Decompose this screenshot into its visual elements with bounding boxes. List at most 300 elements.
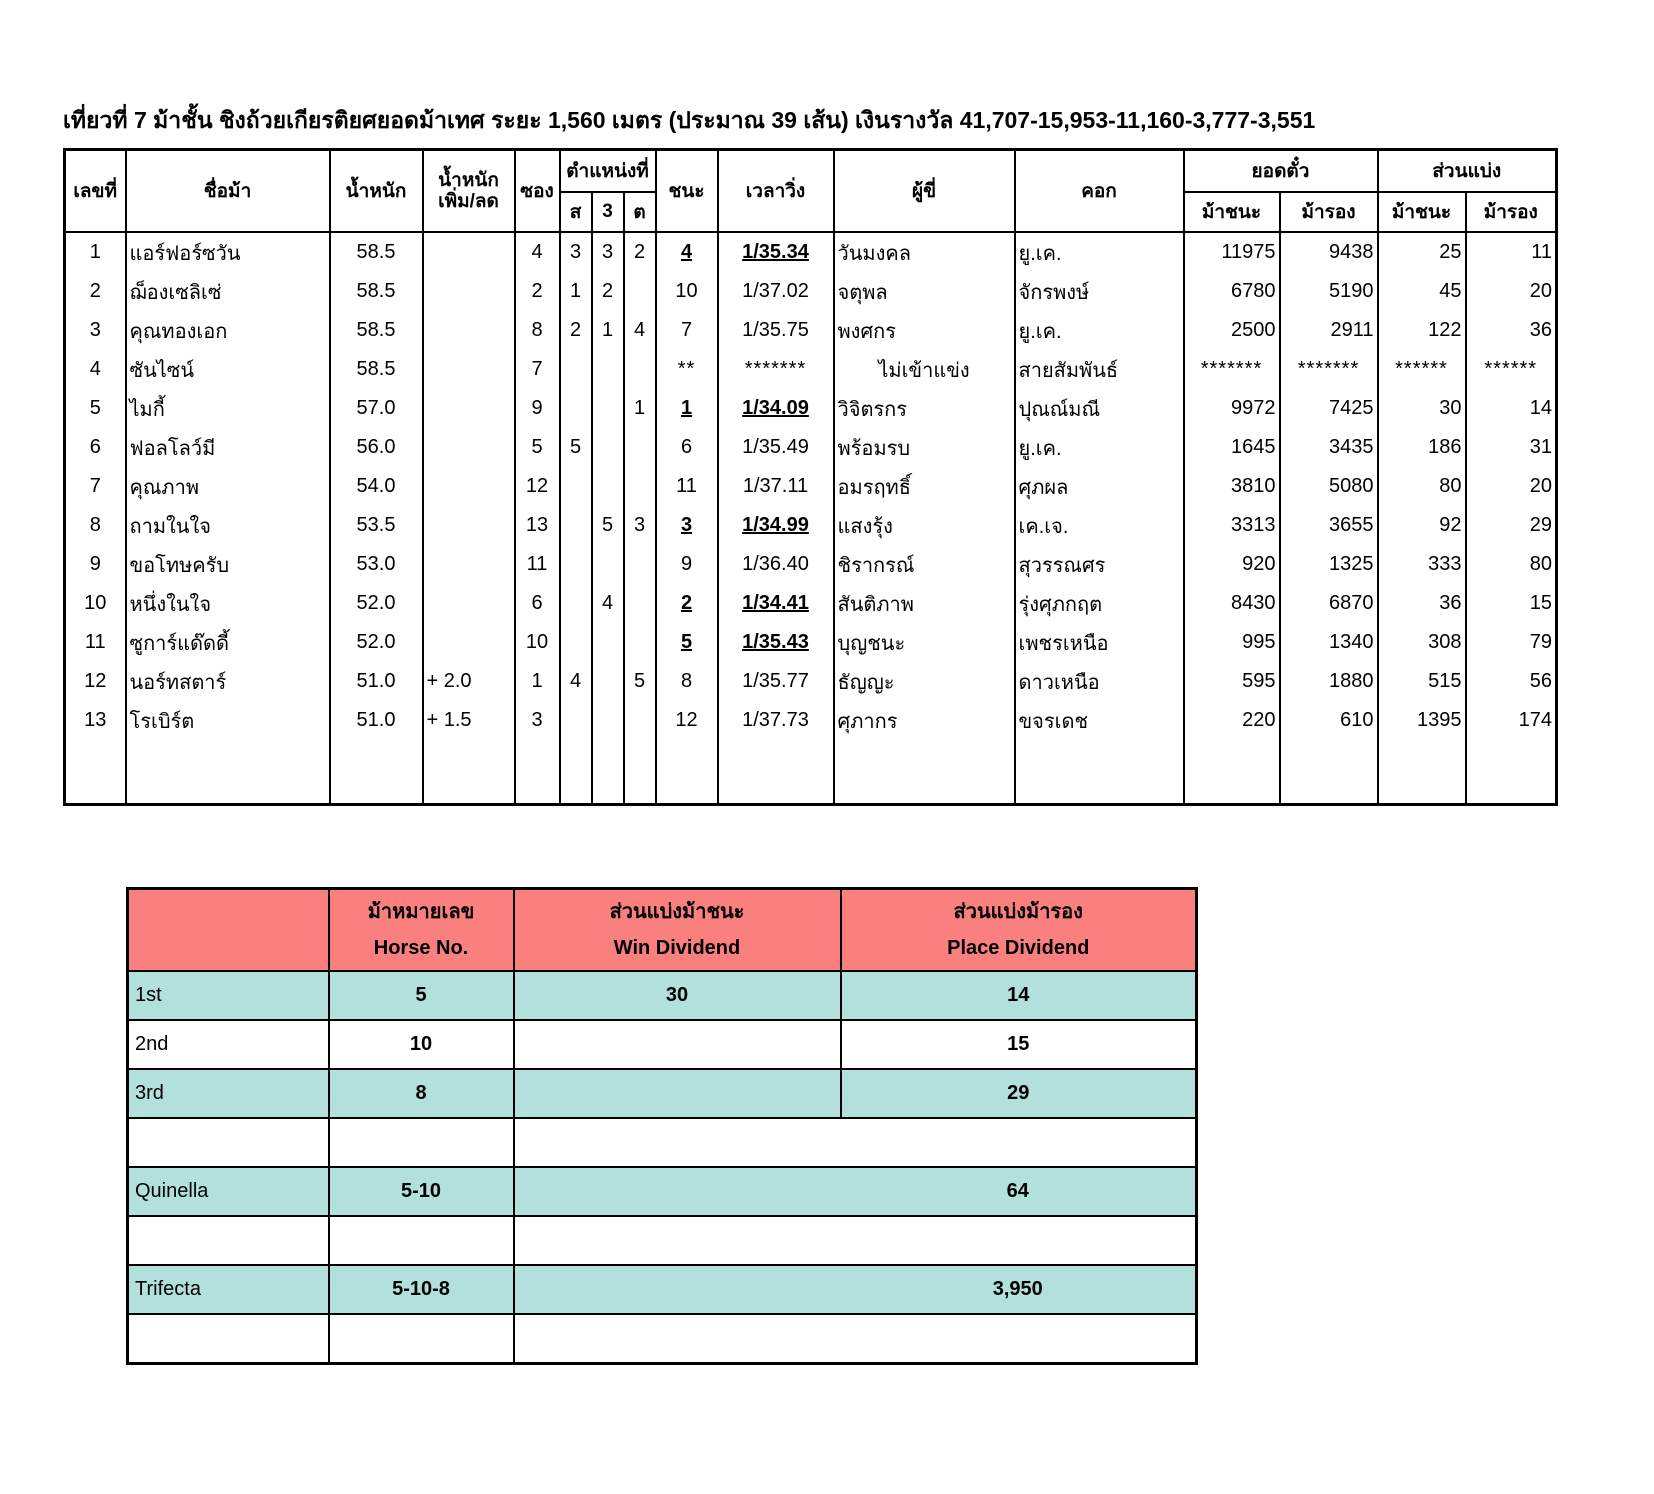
- cell-pos-3: [592, 389, 624, 428]
- cell-div-place: 80: [1466, 545, 1557, 584]
- cell-tickets-place: 1880: [1280, 662, 1378, 701]
- results-table-row: [65, 428, 1557, 467]
- cell-weight: 58.5: [330, 232, 423, 272]
- cell-tickets-win: 6780: [1184, 272, 1280, 311]
- cell-stable: ขจรเดช: [1015, 701, 1184, 740]
- cell-tickets-win: 3810: [1184, 467, 1280, 506]
- cell-finish: 1: [656, 389, 718, 428]
- cell-pos-t: 4: [624, 311, 656, 350]
- cell-div-place: 11: [1466, 232, 1557, 272]
- cell-empty: [624, 740, 656, 805]
- cell-no: 10: [65, 584, 126, 623]
- cell-time: 1/34.41: [718, 584, 834, 623]
- cell-jockey: ไม่เข้าแข่ง: [834, 350, 1015, 389]
- dividend-table-row: [128, 1314, 1197, 1364]
- results-table-row: [65, 623, 1557, 662]
- cell-jockey: บุญชนะ: [834, 623, 1015, 662]
- dividend-corner-cell: [128, 889, 329, 972]
- cell-div-place: 15: [1466, 584, 1557, 623]
- cell-empty: [560, 740, 592, 805]
- dividend-table-row: [128, 1216, 1197, 1265]
- cell-pos-3: 2: [592, 272, 624, 311]
- cell-tickets-win: 2500: [1184, 311, 1280, 350]
- cell-stable: จักรพงษ์: [1015, 272, 1184, 311]
- cell-dividend-win: [514, 1167, 841, 1216]
- cell-weight-change: [423, 545, 515, 584]
- dividend-header-win-en: Win Dividend: [613, 937, 741, 959]
- cell-pos-s: 5: [560, 428, 592, 467]
- cell-dividend-place: 29: [841, 1069, 1197, 1118]
- cell-dividend-win: [514, 1118, 841, 1167]
- cell-finish: 8: [656, 662, 718, 701]
- cell-gate: 1: [515, 662, 560, 701]
- cell-tickets-place: 7425: [1280, 389, 1378, 428]
- col-header-position-group: ตำแหน่งที่: [560, 150, 656, 193]
- results-table-filler-row: [65, 740, 1557, 805]
- cell-pos-3: [592, 350, 624, 389]
- results-table-row: [65, 584, 1557, 623]
- cell-time: 1/35.75: [718, 311, 834, 350]
- cell-jockey: ศุภากร: [834, 701, 1015, 740]
- col-header-pos-t: ต: [624, 192, 656, 232]
- cell-dividend-label: [128, 1118, 329, 1167]
- cell-time: *******: [718, 350, 834, 389]
- cell-empty: [515, 740, 560, 805]
- cell-horse-name: หนึ่งในใจ: [126, 584, 330, 623]
- cell-finish: 10: [656, 272, 718, 311]
- cell-dividend-label: 1st: [128, 971, 329, 1020]
- cell-dividend-win: [514, 1020, 841, 1069]
- cell-empty: [330, 740, 423, 805]
- cell-weight: 58.5: [330, 311, 423, 350]
- dividend-table: [126, 887, 1198, 1365]
- cell-div-win: 36: [1378, 584, 1466, 623]
- cell-gate: 10: [515, 623, 560, 662]
- cell-pos-3: [592, 701, 624, 740]
- cell-div-win: 515: [1378, 662, 1466, 701]
- cell-div-win: 186: [1378, 428, 1466, 467]
- cell-pos-3: 1: [592, 311, 624, 350]
- cell-tickets-win: *******: [1184, 350, 1280, 389]
- cell-horse-name: คุณทองเอก: [126, 311, 330, 350]
- col-header-pos-s: ส: [560, 192, 592, 232]
- dividend-table-row: [128, 1167, 1197, 1216]
- cell-pos-3: [592, 662, 624, 701]
- cell-gate: 8: [515, 311, 560, 350]
- cell-div-win: 45: [1378, 272, 1466, 311]
- col-header-tickets-group: ยอดตั๋ว: [1184, 150, 1378, 193]
- dividend-header-place: [841, 889, 1197, 972]
- cell-pos-t: [624, 428, 656, 467]
- cell-time: 1/37.02: [718, 272, 834, 311]
- cell-empty: [1280, 740, 1378, 805]
- cell-weight-change: [423, 428, 515, 467]
- cell-pos-t: [624, 350, 656, 389]
- cell-tickets-place: *******: [1280, 350, 1378, 389]
- cell-tickets-place: 3435: [1280, 428, 1378, 467]
- cell-div-win: 1395: [1378, 701, 1466, 740]
- cell-tickets-place: 1325: [1280, 545, 1378, 584]
- cell-horse-name: ถามในใจ: [126, 506, 330, 545]
- cell-stable: เค.เจ.: [1015, 506, 1184, 545]
- cell-dividend-place: [841, 1314, 1197, 1364]
- cell-no: 12: [65, 662, 126, 701]
- cell-no: 11: [65, 623, 126, 662]
- col-header-stable: คอก: [1015, 150, 1184, 233]
- cell-pos-s: 3: [560, 232, 592, 272]
- cell-no: 1: [65, 232, 126, 272]
- cell-weight-change: [423, 389, 515, 428]
- cell-pos-s: [560, 467, 592, 506]
- race-title: เที่ยวที่ 7 ม้าชั้น ชิงถ้วยเกียรติยศยอดม้าเทศ ระยะ 1,560 เมตร (ประมาณ 39 เส้น) เงินรางวัล 41,707-15,953-11,160-3,777-3,551: [63, 107, 1316, 133]
- cell-pos-s: [560, 623, 592, 662]
- cell-pos-s: [560, 584, 592, 623]
- cell-dividend-win: [514, 1314, 841, 1364]
- col-header-pos-3: 3: [592, 192, 624, 232]
- cell-jockey: พงศกร: [834, 311, 1015, 350]
- cell-stable: สุวรรณศร: [1015, 545, 1184, 584]
- cell-finish: 5: [656, 623, 718, 662]
- cell-empty: [656, 740, 718, 805]
- cell-horse-name: นอร์ทสตาร์: [126, 662, 330, 701]
- results-table-row: [65, 506, 1557, 545]
- cell-finish: 7: [656, 311, 718, 350]
- cell-finish: 4: [656, 232, 718, 272]
- cell-empty: [1466, 740, 1557, 805]
- cell-no: 6: [65, 428, 126, 467]
- cell-pos-3: [592, 623, 624, 662]
- cell-no: 4: [65, 350, 126, 389]
- cell-time: 1/35.49: [718, 428, 834, 467]
- cell-weight: 51.0: [330, 662, 423, 701]
- cell-weight-change: + 2.0: [423, 662, 515, 701]
- cell-gate: 12: [515, 467, 560, 506]
- cell-empty: [1184, 740, 1280, 805]
- cell-finish: 12: [656, 701, 718, 740]
- results-table-row: [65, 311, 1557, 350]
- cell-jockey: อมรฤทธิ์: [834, 467, 1015, 506]
- cell-jockey: ชิรากรณ์: [834, 545, 1015, 584]
- dividend-table-row: [128, 1118, 1197, 1167]
- col-header-weight: น้ำหนัก: [330, 150, 423, 233]
- cell-div-place: 56: [1466, 662, 1557, 701]
- cell-no: 5: [65, 389, 126, 428]
- cell-jockey: ธัญญะ: [834, 662, 1015, 701]
- cell-pos-t: 2: [624, 232, 656, 272]
- cell-jockey: วันมงคล: [834, 232, 1015, 272]
- cell-weight-change: [423, 584, 515, 623]
- cell-horse-name: แอร์ฟอร์ซวัน: [126, 232, 330, 272]
- cell-dividend-label: Trifecta: [128, 1265, 329, 1314]
- cell-pos-3: [592, 545, 624, 584]
- results-table-row: [65, 467, 1557, 506]
- cell-pos-s: [560, 350, 592, 389]
- cell-horse-name: ไมกี้: [126, 389, 330, 428]
- cell-div-place: 36: [1466, 311, 1557, 350]
- cell-tickets-place: 2911: [1280, 311, 1378, 350]
- dividend-header-win-th: ส่วนแบ่งม้าชนะ: [609, 901, 745, 923]
- dividend-header-place-en: Place Dividend: [947, 937, 1090, 959]
- dividend-header-horse-no: [329, 889, 514, 972]
- cell-weight: 54.0: [330, 467, 423, 506]
- cell-dividend-place: 14: [841, 971, 1197, 1020]
- cell-tickets-win: 8430: [1184, 584, 1280, 623]
- cell-pos-t: [624, 467, 656, 506]
- col-header-weight-change: [423, 150, 515, 233]
- cell-no: 7: [65, 467, 126, 506]
- cell-time: 1/37.11: [718, 467, 834, 506]
- dividend-table-row: [128, 1020, 1197, 1069]
- cell-div-place: 31: [1466, 428, 1557, 467]
- cell-pos-t: [624, 272, 656, 311]
- col-header-weight-change-line2: เพิ่ม/ลด: [438, 191, 499, 212]
- cell-gate: 2: [515, 272, 560, 311]
- cell-tickets-place: 9438: [1280, 232, 1378, 272]
- cell-horse-name: ขอโทษครับ: [126, 545, 330, 584]
- cell-time: 1/34.09: [718, 389, 834, 428]
- cell-empty: [65, 740, 126, 805]
- cell-pos-t: 3: [624, 506, 656, 545]
- results-table-row: [65, 272, 1557, 311]
- cell-empty: [1015, 740, 1184, 805]
- cell-dividend-place: [841, 1118, 1197, 1167]
- cell-div-win: 122: [1378, 311, 1466, 350]
- results-table-row: [65, 662, 1557, 701]
- cell-dividend-horse-no: 5-10-8: [329, 1265, 514, 1314]
- cell-tickets-win: 9972: [1184, 389, 1280, 428]
- cell-time: 1/35.43: [718, 623, 834, 662]
- cell-tickets-place: 3655: [1280, 506, 1378, 545]
- results-table-row: [65, 350, 1557, 389]
- cell-time: 1/35.77: [718, 662, 834, 701]
- cell-pos-t: [624, 584, 656, 623]
- cell-div-place: 174: [1466, 701, 1557, 740]
- cell-no: 8: [65, 506, 126, 545]
- cell-div-win: 92: [1378, 506, 1466, 545]
- col-header-time: เวลาวิ่ง: [718, 150, 834, 233]
- cell-dividend-label: 3rd: [128, 1069, 329, 1118]
- dividend-table-row: [128, 1069, 1197, 1118]
- cell-div-place: 14: [1466, 389, 1557, 428]
- cell-jockey: วิจิตรกร: [834, 389, 1015, 428]
- cell-stable: เพชรเหนือ: [1015, 623, 1184, 662]
- dividend-header-row: [128, 889, 1197, 972]
- cell-div-win: 25: [1378, 232, 1466, 272]
- cell-dividend-place: 3,950: [841, 1265, 1197, 1314]
- cell-pos-t: [624, 701, 656, 740]
- col-header-gate: ซอง: [515, 150, 560, 233]
- cell-pos-3: 4: [592, 584, 624, 623]
- cell-div-place: 79: [1466, 623, 1557, 662]
- cell-horse-name: คุณภาพ: [126, 467, 330, 506]
- col-header-div-win: ม้าชนะ: [1378, 192, 1466, 232]
- cell-gate: 7: [515, 350, 560, 389]
- cell-dividend-win: [514, 1216, 841, 1265]
- cell-tickets-win: 595: [1184, 662, 1280, 701]
- cell-stable: สายสัมพันธ์: [1015, 350, 1184, 389]
- cell-empty: [423, 740, 515, 805]
- cell-jockey: พร้อมรบ: [834, 428, 1015, 467]
- cell-dividend-win: 30: [514, 971, 841, 1020]
- cell-div-win: 308: [1378, 623, 1466, 662]
- cell-pos-3: [592, 428, 624, 467]
- cell-stable: ยู.เค.: [1015, 311, 1184, 350]
- cell-dividend-horse-no: 10: [329, 1020, 514, 1069]
- cell-finish: **: [656, 350, 718, 389]
- results-table-row: [65, 389, 1557, 428]
- cell-pos-s: [560, 701, 592, 740]
- col-header-tickets-place: ม้ารอง: [1280, 192, 1378, 232]
- cell-pos-s: [560, 506, 592, 545]
- cell-div-win: ******: [1378, 350, 1466, 389]
- cell-gate: 11: [515, 545, 560, 584]
- cell-weight-change: [423, 272, 515, 311]
- cell-weight-change: [423, 350, 515, 389]
- cell-no: 3: [65, 311, 126, 350]
- cell-div-win: 80: [1378, 467, 1466, 506]
- cell-pos-s: 1: [560, 272, 592, 311]
- cell-weight: 52.0: [330, 623, 423, 662]
- cell-tickets-place: 5190: [1280, 272, 1378, 311]
- cell-stable: ปุณณ์มณี: [1015, 389, 1184, 428]
- cell-weight-change: [423, 311, 515, 350]
- cell-div-place: ******: [1466, 350, 1557, 389]
- cell-horse-name: ฌ็องเซลิเซ่: [126, 272, 330, 311]
- cell-dividend-place: 64: [841, 1167, 1197, 1216]
- cell-pos-t: [624, 623, 656, 662]
- cell-dividend-horse-no: 5-10: [329, 1167, 514, 1216]
- col-header-tickets-win: ม้าชนะ: [1184, 192, 1280, 232]
- cell-weight: 58.5: [330, 272, 423, 311]
- cell-div-place: 29: [1466, 506, 1557, 545]
- cell-empty: [718, 740, 834, 805]
- col-header-jockey: ผู้ขี่: [834, 150, 1015, 233]
- cell-pos-t: 1: [624, 389, 656, 428]
- cell-weight-change: [423, 232, 515, 272]
- col-header-no: เลขที่: [65, 150, 126, 233]
- cell-dividend-label: [128, 1216, 329, 1265]
- cell-dividend-horse-no: 8: [329, 1069, 514, 1118]
- cell-time: 1/36.40: [718, 545, 834, 584]
- cell-stable: ศุภผล: [1015, 467, 1184, 506]
- cell-time: 1/37.73: [718, 701, 834, 740]
- cell-dividend-horse-no: 5: [329, 971, 514, 1020]
- cell-finish: 3: [656, 506, 718, 545]
- cell-time: 1/34.99: [718, 506, 834, 545]
- cell-gate: 6: [515, 584, 560, 623]
- cell-dividend-label: Quinella: [128, 1167, 329, 1216]
- cell-dividend-horse-no: [329, 1118, 514, 1167]
- cell-weight-change: [423, 623, 515, 662]
- results-header-row-1: [65, 150, 1557, 193]
- cell-tickets-win: 1645: [1184, 428, 1280, 467]
- cell-empty: [126, 740, 330, 805]
- dividend-header-horse-no-en: Horse No.: [373, 937, 469, 959]
- cell-weight: 58.5: [330, 350, 423, 389]
- dividend-header-horse-no-th: ม้าหมายเลข: [367, 901, 475, 923]
- cell-dividend-place: [841, 1216, 1197, 1265]
- cell-horse-name: ซูการ์แด๊ดดี้: [126, 623, 330, 662]
- col-header-div-place: ม้ารอง: [1466, 192, 1557, 232]
- cell-pos-3: 3: [592, 232, 624, 272]
- cell-empty: [1378, 740, 1466, 805]
- cell-tickets-win: 220: [1184, 701, 1280, 740]
- cell-gate: 3: [515, 701, 560, 740]
- cell-tickets-place: 5080: [1280, 467, 1378, 506]
- cell-empty: [834, 740, 1015, 805]
- cell-div-win: 30: [1378, 389, 1466, 428]
- cell-weight-change: [423, 506, 515, 545]
- cell-tickets-place: 1340: [1280, 623, 1378, 662]
- dividend-header-win: [514, 889, 841, 972]
- results-table-row: [65, 232, 1557, 272]
- cell-weight: 51.0: [330, 701, 423, 740]
- cell-pos-s: 4: [560, 662, 592, 701]
- cell-div-win: 333: [1378, 545, 1466, 584]
- cell-pos-s: [560, 389, 592, 428]
- cell-finish: 11: [656, 467, 718, 506]
- cell-weight-change: + 1.5: [423, 701, 515, 740]
- cell-weight: 53.5: [330, 506, 423, 545]
- cell-weight: 53.0: [330, 545, 423, 584]
- cell-finish: 9: [656, 545, 718, 584]
- cell-jockey: จตุพล: [834, 272, 1015, 311]
- cell-dividend-horse-no: [329, 1216, 514, 1265]
- col-header-horse-name: ชื่อม้า: [126, 150, 330, 233]
- cell-gate: 9: [515, 389, 560, 428]
- cell-stable: ยู.เค.: [1015, 232, 1184, 272]
- cell-pos-s: 2: [560, 311, 592, 350]
- dividend-table-row: [128, 1265, 1197, 1314]
- cell-no: 2: [65, 272, 126, 311]
- cell-dividend-place: 15: [841, 1020, 1197, 1069]
- cell-pos-3: [592, 467, 624, 506]
- cell-tickets-place: 6870: [1280, 584, 1378, 623]
- cell-stable: รุ่งศุภกฤต: [1015, 584, 1184, 623]
- cell-pos-t: [624, 545, 656, 584]
- cell-finish: 2: [656, 584, 718, 623]
- cell-pos-s: [560, 545, 592, 584]
- col-header-weight-change-line1: น้ำหนัก: [438, 170, 499, 191]
- cell-weight: 56.0: [330, 428, 423, 467]
- cell-empty: [592, 740, 624, 805]
- cell-no: 9: [65, 545, 126, 584]
- race-results-table: [63, 148, 1558, 806]
- cell-weight: 57.0: [330, 389, 423, 428]
- cell-finish: 6: [656, 428, 718, 467]
- cell-no: 13: [65, 701, 126, 740]
- cell-horse-name: โรเบิร์ต: [126, 701, 330, 740]
- cell-tickets-place: 610: [1280, 701, 1378, 740]
- cell-dividend-label: 2nd: [128, 1020, 329, 1069]
- cell-gate: 13: [515, 506, 560, 545]
- cell-stable: ดาวเหนือ: [1015, 662, 1184, 701]
- results-table-row: [65, 545, 1557, 584]
- cell-tickets-win: 995: [1184, 623, 1280, 662]
- col-header-dividends-group: ส่วนแบ่ง: [1378, 150, 1557, 193]
- cell-dividend-horse-no: [329, 1314, 514, 1364]
- dividend-table-row: [128, 971, 1197, 1020]
- cell-div-place: 20: [1466, 272, 1557, 311]
- cell-jockey: แสงรุ้ง: [834, 506, 1015, 545]
- cell-weight: 52.0: [330, 584, 423, 623]
- cell-time: 1/35.34: [718, 232, 834, 272]
- cell-div-place: 20: [1466, 467, 1557, 506]
- col-header-finish: ชนะ: [656, 150, 718, 233]
- dividend-header-place-th: ส่วนแบ่งม้ารอง: [953, 901, 1083, 923]
- cell-tickets-win: 3313: [1184, 506, 1280, 545]
- cell-dividend-label: [128, 1314, 329, 1364]
